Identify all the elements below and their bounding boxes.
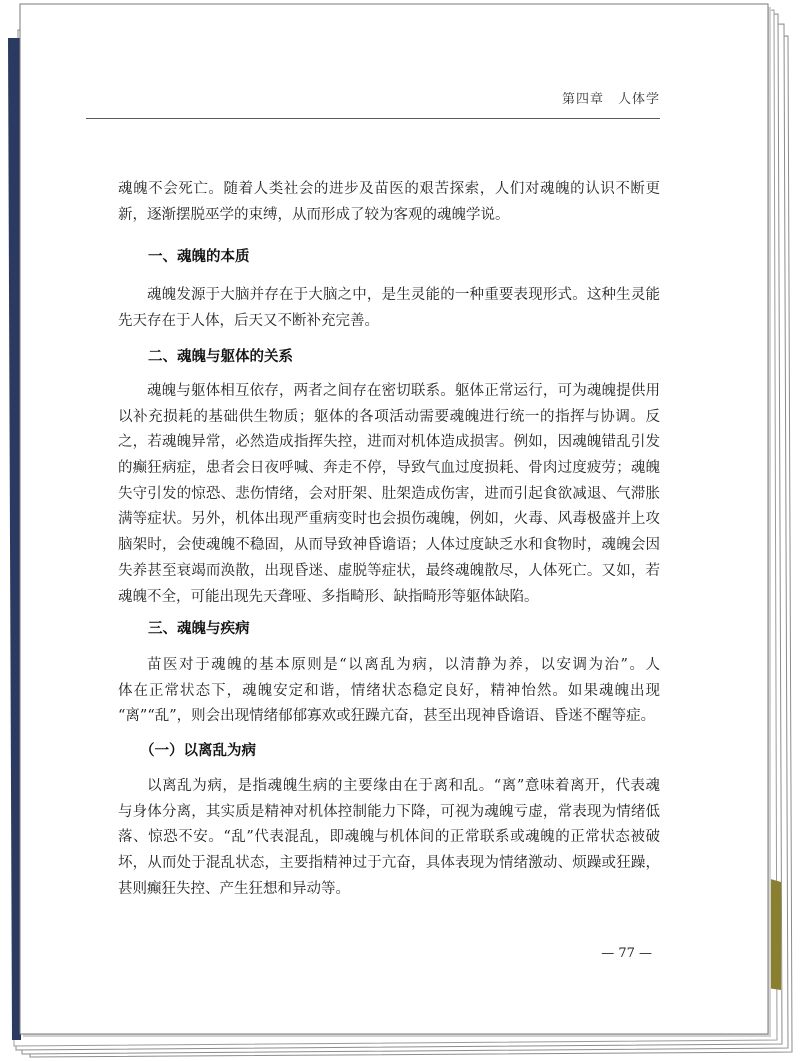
paragraph-line: 与身体分离，其实质是精神对机体控制能力下降，可视为魂魄亏虚，常表现为情绪低 [118, 803, 660, 820]
section-1-paragraph [118, 283, 660, 334]
paragraph-line: 甚则癫狂失控、产生狂想和异动等。 [118, 880, 350, 897]
paragraph-line: 魂魄发源于大脑并存在于大脑之中，是生灵能的一种重要表现形式。这种生灵能 [147, 287, 660, 303]
paragraph-line: 体在正常状态下，魂魄安定和谐，情绪状态稳定良好，精神怡然。如果魂魄出现 [118, 682, 660, 699]
section-3-paragraph [118, 653, 660, 730]
section-2-paragraph [118, 379, 660, 610]
paragraph-line: 魂魄不全，可能出现先天聋哑、多指畸形、缺指畸形等躯体缺陷。 [118, 588, 539, 605]
section-heading: 三、魂魄与疾病 [148, 621, 250, 637]
section-heading: 二、魂魄与躯体的关系 [148, 349, 293, 365]
paragraph-line: 之，若魂魄异常，必然造成指挥失控，进而对机体造成损害。例如，因魂魄错乱引发 [118, 434, 660, 451]
paragraph-line: 新，逐渐摆脱巫学的束缚，从而形成了较为客观的魂魄学说。 [118, 206, 510, 223]
page-number: — 77 — [601, 946, 652, 961]
paragraph-line: 失养甚至衰竭而涣散，出现昏迷、虚脱等症状，最终魂魄散尽，人体死亡。又如，若 [118, 562, 660, 579]
subsection-1-paragraph [118, 774, 660, 902]
paragraph-line: 脑架时，会使魂魄不稳固，从而导致神昏谵语；人体过度缺乏水和食物时，魂魄会因 [118, 537, 660, 554]
paragraph-line: 以离乱为病，是指魂魄生病的主要缘由在于离和乱。“离”意味着离开，代表魂 [147, 778, 660, 794]
paragraph-line: 的癫狂病症，患者会日夜呼喊、奔走不停，导致气血过度损耗、骨肉过度疲劳；魂魄 [118, 460, 660, 477]
paragraph-line: 先天存在于人体，后天又不断补充完善。 [118, 312, 379, 329]
paragraph-line: 坏，从而处于混乱状态，主要指精神过于亢奋，具体表现为情绪激动、烦躁或狂躁， [118, 855, 660, 872]
subsection-heading: （一）以离乱为病 [140, 743, 256, 759]
running-header: 第四章 人体学 [561, 92, 660, 107]
paragraph-line: 魂魄与躯体相互依存，两者之间存在密切联系。躯体正常运行，可为魂魄提供用 [147, 383, 660, 399]
paragraph-line: 落、惊恐不安。“乱”代表混乱，即魂魄与机体间的正常联系或魂魄的正常状态被破 [118, 829, 660, 846]
paragraph-line: 失守引发的惊恐、悲伤情绪，会对肝架、肚架造成伤害，进而引起食欲减退、气滞胀 [118, 485, 660, 502]
paragraph-line: 魂魄不会死亡。随着人类社会的进步及苗医的艰苦探索，人们对魂魄的认识不断更 [118, 181, 660, 197]
intro-paragraph [118, 177, 660, 228]
paragraph-line: 满等症状。另外，机体出现严重病变时也会损伤魂魄，例如，火毒、风毒极盛并上攻 [118, 511, 660, 528]
header-rule [86, 118, 660, 119]
spine-strip [8, 38, 21, 1040]
paragraph-line: 苗医对于魂魄的基本原则是“以离乱为病，以清静为养，以安调为治”。人 [147, 657, 660, 673]
paragraph-line: 以补充损耗的基础供生物质；躯体的各项活动需要魂魄进行统一的指挥与协调。反 [118, 408, 660, 425]
paragraph-line: “离”“乱”，则会出现情绪郁郁寡欢或狂躁亢奋，甚至出现神昏谵语、昏迷不醒等症。 [118, 708, 656, 725]
section-heading: 一、魂魄的本质 [148, 249, 250, 265]
